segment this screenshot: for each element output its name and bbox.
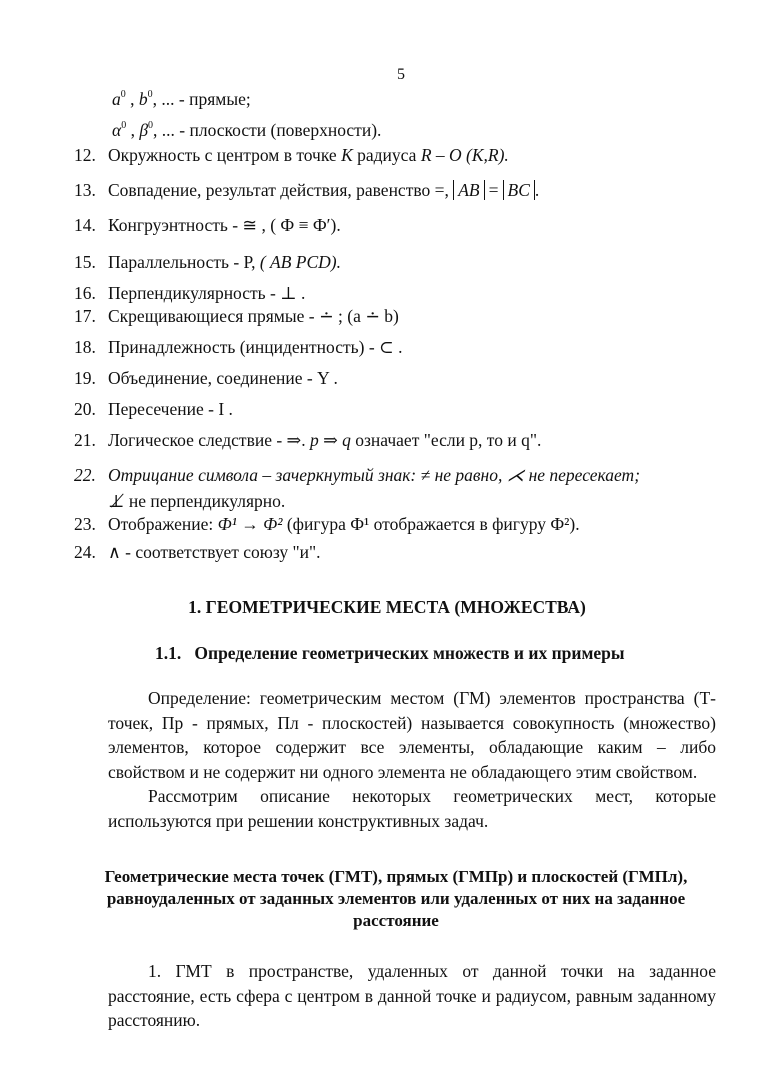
- page-number: 5: [397, 66, 405, 83]
- subsection-number: 1.1.: [155, 643, 182, 663]
- subheading-loci: Геометрические места точек (ГМТ), прямых (ГМПр) и плоскостей (ГМПл), равноудаленных от заданных элементов или удаленных от них на заданное расстояние: [104, 867, 688, 930]
- subsection-title: [155, 643, 625, 664]
- list-item-22-continuation: ⊥̸ не перпендикулярно.: [108, 491, 286, 511]
- last-paragraph-block: [108, 959, 716, 1033]
- subsection-title-text: Определение геометрических множеств и их примеры: [194, 643, 625, 663]
- section-title: 1. ГЕОМЕТРИЧЕСКИЕ МЕСТА (МНОЖЕСТВА): [188, 597, 586, 617]
- definition-paragraphs: [108, 686, 716, 833]
- notation-lines-row: $a^0$ , $b^0$, ... - прямые;: [112, 89, 251, 109]
- paragraph-consider: Рассмотрим описание некоторых геометрических мест, которые используются при решении конструктивных задач.: [108, 786, 716, 831]
- paragraph-sphere: 1. ГМТ в пространстве, удаленных от данной точки на заданное расстояние, есть сфера с центром в данной точке и радиусом, равным заданному расстоянию.: [108, 961, 716, 1030]
- notation-planes-label: - плоскости (поверхности).: [179, 120, 382, 140]
- notation-planes-row: $\alpha^0$ , $\beta^0$, ... - плоскости (поверхности).: [112, 120, 382, 140]
- notation-lines-label: - прямые;: [178, 89, 251, 109]
- paragraph-definition: Определение: геометрическим местом (ГМ) элементов пространства (Т-точек, Пр - прямых, Пл - плоскостей) называется совокупность (множество) элементов, которое содержит все элементы, обладающие каким – либо свойством и не содержит ни одного элемента не обладающего этим свойством.: [108, 688, 716, 782]
